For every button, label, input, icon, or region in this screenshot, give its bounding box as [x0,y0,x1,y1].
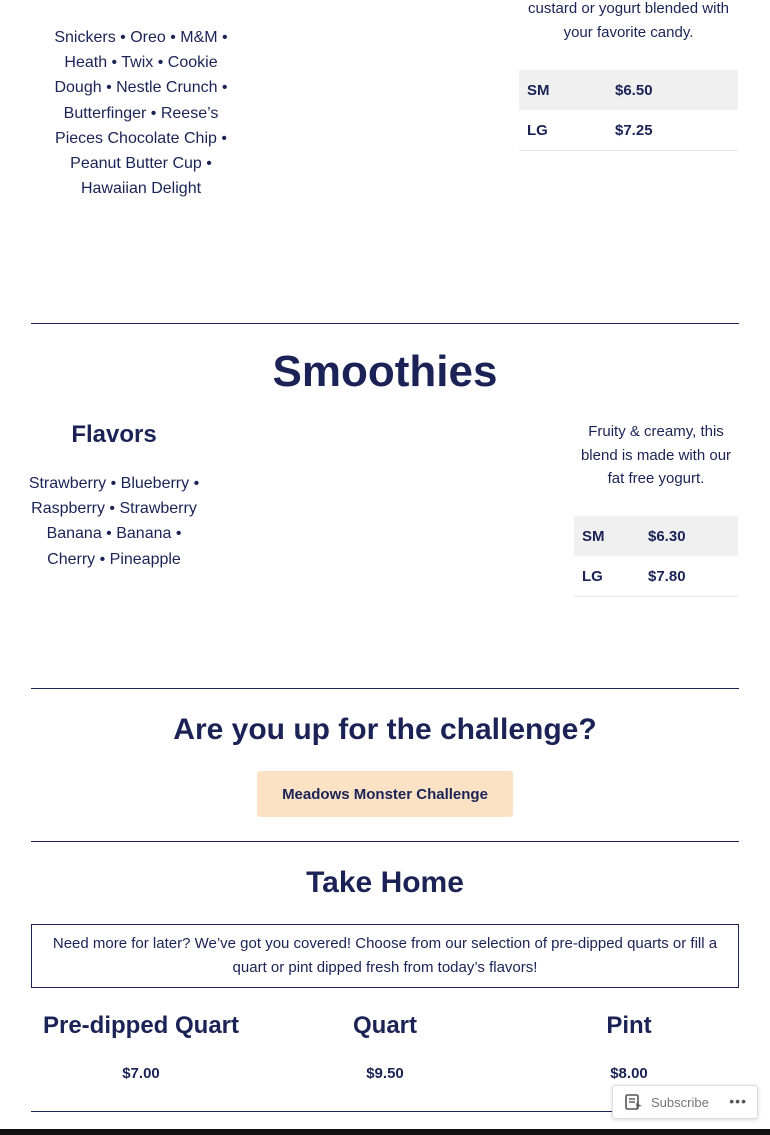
smoothies-title: Smoothies [272,347,498,396]
section-divider [31,841,739,842]
challenge-title: Are you up for the challenge? [173,713,597,746]
price-cell: $7.80 [640,556,738,597]
smoothie-description: Fruity & creamy, this blend is made with our fat free yogurt. [580,423,732,487]
size-cell: LG [519,110,607,151]
reader-icon[interactable] [625,1094,643,1110]
size-cell: SM [574,516,640,556]
candy-flavor-list: Snickers • Oreo • M&M • Heath • Twix • Cookie Dough • Nestle Crunch • Butterfinger • Reese’s Pieces Chocolate Chip • Peanut Butter Cup • Hawaiian Delight [54,29,228,198]
price-cell: $6.50 [607,70,738,110]
price-row [519,70,738,110]
size-cell: SM [519,70,607,110]
candy-price-table [519,70,738,151]
section-divider [31,688,739,689]
option-price-quart: $9.50 [366,1065,404,1082]
section-divider [31,323,739,324]
price-row [574,556,738,597]
price-row [574,516,738,556]
candy-heading-cutoff [95,0,190,2]
smoothie-price-table [574,516,738,597]
smoothie-flavor-list: Strawberry • Blueberry • Raspberry • Strawberry Banana • Banana • Cherry • Pineapple [28,475,200,568]
price-cell: $7.25 [607,110,738,151]
monster-challenge-button[interactable]: Meadows Monster Challenge [257,771,513,817]
take-home-title: Take Home [306,866,464,899]
bottom-bar [0,1129,770,1135]
price-cell: $6.30 [640,516,738,556]
candy-description: custard or yogurt blended with your favorite candy. [528,0,729,41]
option-name-pint: Pint [606,1012,652,1039]
option-price-pint: $8.00 [610,1065,648,1082]
more-dots-icon[interactable]: ••• [729,1093,747,1109]
size-cell: LG [574,556,640,597]
subscribe-button[interactable]: Subscribe [651,1094,709,1110]
option-name-quart: Quart [352,1012,417,1039]
subscribe-bar[interactable] [612,1085,758,1119]
option-price-pre-dipped-quart: $7.00 [122,1065,160,1082]
flavors-heading: Flavors [71,421,157,448]
option-name-pre-dipped-quart: Pre-dipped Quart [42,1012,240,1039]
take-home-description: Need more for later? We’ve got you covered! Choose from our selection of pre-dipped quarts or fill a quart or pint dipped fresh from today’s flavors! [52,935,718,976]
take-home-description-box [31,924,739,988]
price-row [519,110,738,151]
